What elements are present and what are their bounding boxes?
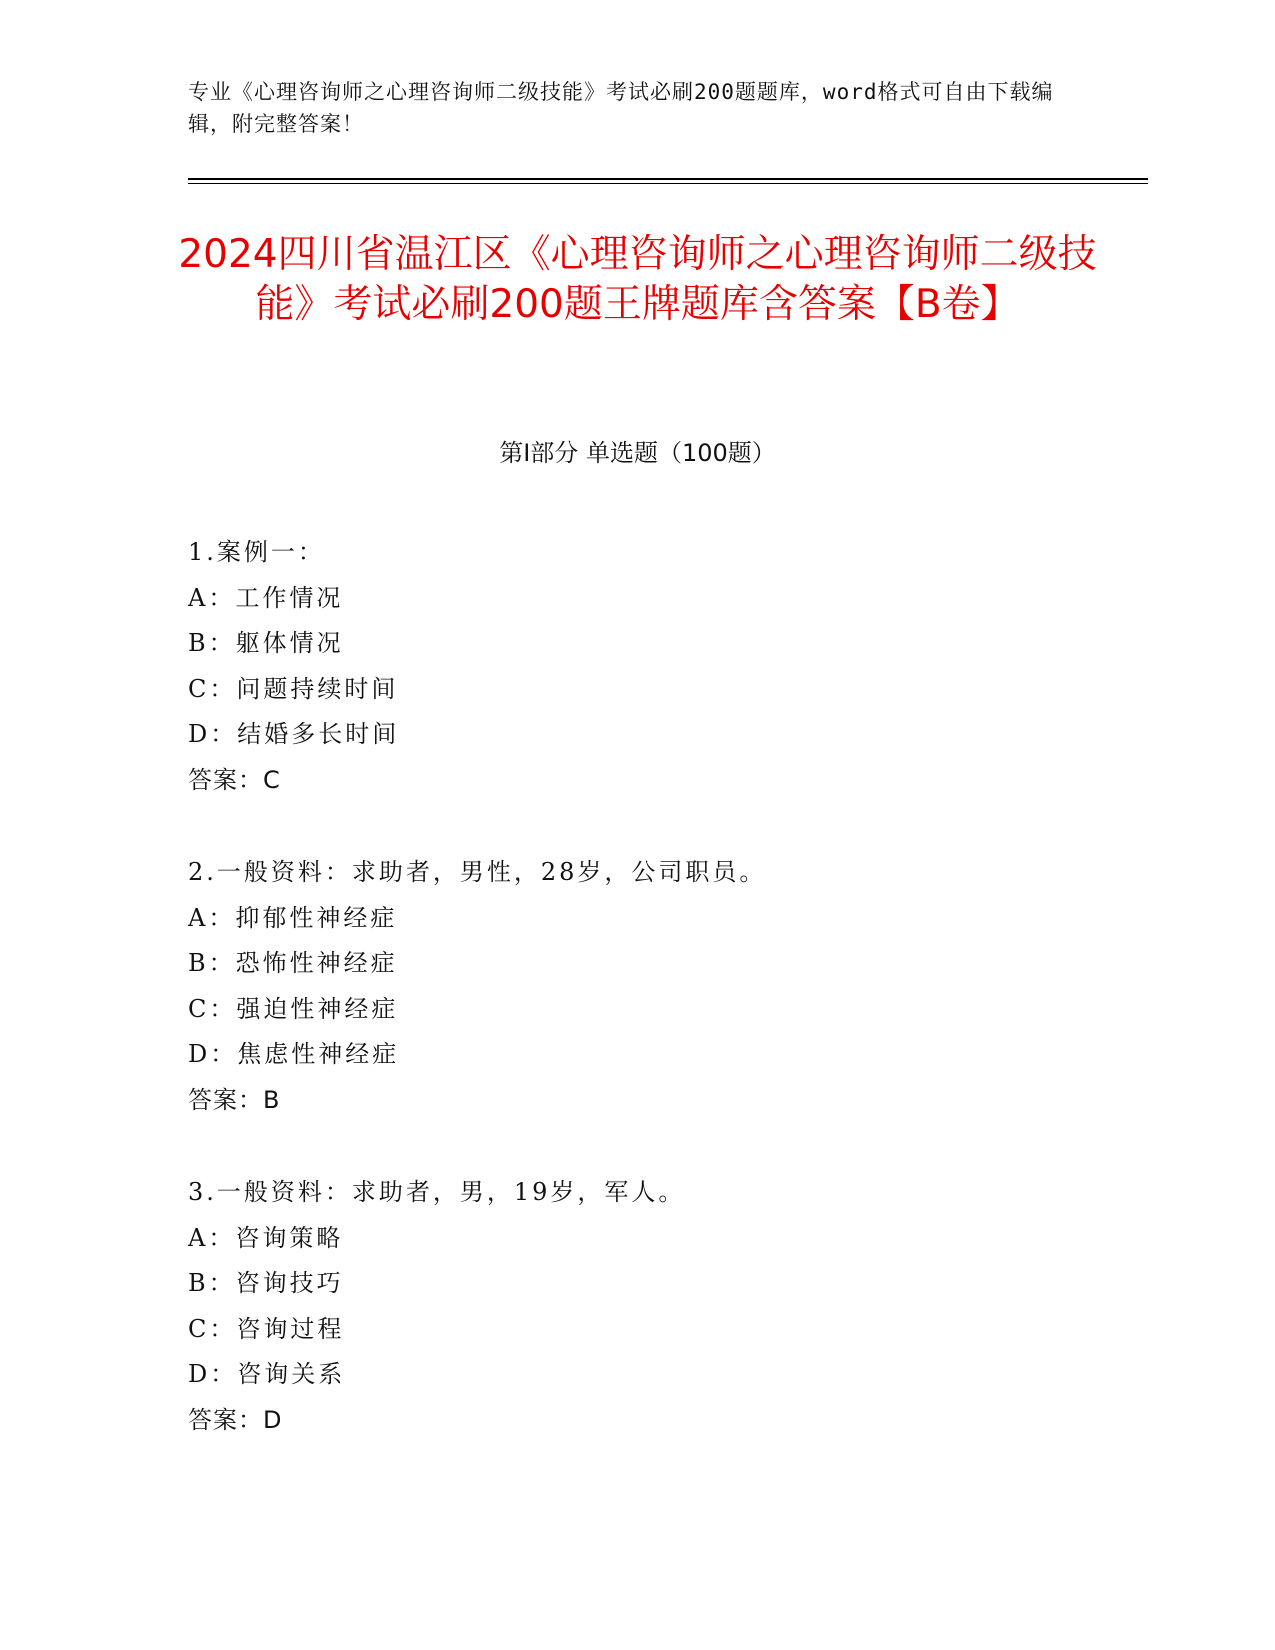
option-b: B：咨询技巧 [188, 1269, 344, 1297]
option-d: D：结婚多长时间 [188, 720, 400, 748]
option-b: B：恐怖性神经症 [188, 949, 398, 977]
question-stem: 2.一般资料：求助者，男性，28岁，公司职员。 [188, 858, 767, 886]
option-d: D：咨询关系 [188, 1360, 346, 1388]
question-2 [188, 850, 1088, 1123]
option-c: C：问题持续时间 [188, 674, 399, 703]
option-a: A：抑郁性神经症 [188, 903, 398, 932]
option-c: C：咨询过程 [188, 1314, 345, 1343]
answer: 答案：B [188, 1085, 281, 1114]
answer: 答案：C [188, 765, 281, 794]
question-stem: 3.一般资料：求助者，男，19岁，军人。 [188, 1178, 686, 1206]
question-1 [188, 530, 1088, 803]
header-divider-thin [188, 183, 1148, 184]
header-note: 专业《心理咨询师之心理咨询师二级技能》考试必刷200题题库，word格式可自由下载编辑，附完整答案！ [188, 80, 1054, 136]
document-title: 2024四川省温江区《心理咨询师之心理咨询师二级技能》考试必刷200题王牌题库含答案【B卷】 [178, 232, 1097, 327]
option-c: C：强迫性神经症 [188, 994, 399, 1023]
option-a: A：咨询策略 [188, 1223, 344, 1252]
option-d: D：焦虑性神经症 [188, 1040, 400, 1068]
question-stem: 1.案例一： [188, 538, 325, 566]
option-a: A：工作情况 [188, 583, 344, 612]
header-divider [188, 178, 1148, 180]
section-title: 第Ⅰ部分 单选题（100题） [499, 439, 776, 467]
question-3 [188, 1170, 1088, 1443]
answer: 答案：D [188, 1405, 283, 1434]
option-b: B：躯体情况 [188, 629, 344, 657]
